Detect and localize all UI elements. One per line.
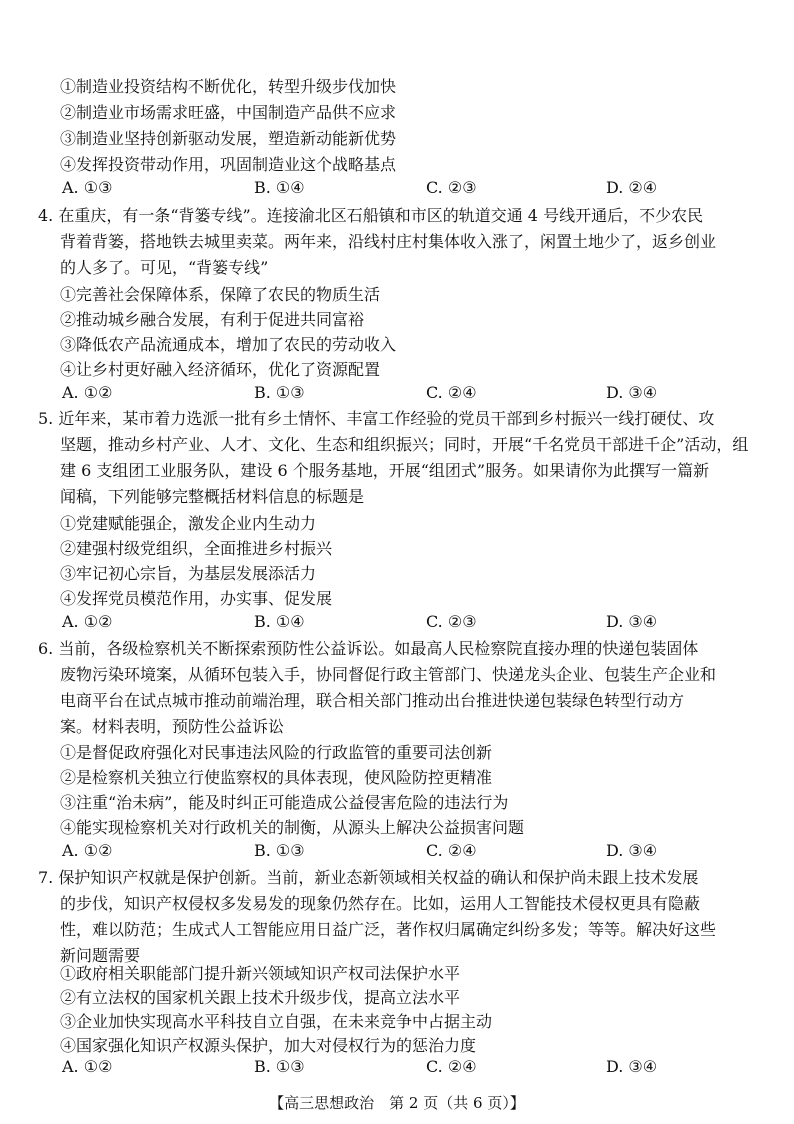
q6-stem-line-2: 废物污染环境案，从循环包装入手，协同督促行政主管部门、快递龙头企业、包装生产企业和 [60, 665, 717, 684]
q5-option-2: ②建强村级党组织，全面推进乡村振兴 [60, 539, 333, 558]
q5-stem-line-4: 闻稿，下列能够完整概括材料信息的标题是 [60, 487, 365, 506]
q5-choice-c: C. ②③ [426, 612, 477, 631]
page-footer: 【高三思想政治 第 2 页（共 6 页）】 [269, 1094, 525, 1112]
q6-option-3: ③注重“治未病”，能及时纠正可能造成公益侵害危险的违法行为 [60, 793, 509, 812]
q7-choice-b: B. ①③ [254, 1057, 305, 1076]
q7-choice-a: A. ①② [62, 1057, 113, 1076]
q6-stem-line-4: 案。材料表明，预防性公益诉讼 [60, 717, 285, 736]
q6-stem [38, 636, 768, 740]
q6-choice-b: B. ①③ [254, 841, 305, 860]
q3-choices [62, 178, 762, 200]
q7-choice-c: C. ②④ [426, 1057, 477, 1076]
q5-option-3: ③牢记初心宗旨，为基层发展添活力 [60, 564, 317, 583]
q3-option-3: ③制造业坚持创新驱动发展，塑造新动能新优势 [60, 129, 397, 148]
q4-stem-line-3: 的人多了。可见，“背篓专线” [60, 258, 269, 277]
q5-choices [62, 612, 762, 634]
q7-choices [62, 1057, 762, 1079]
q6-stem-line-1: 6. 当前，各级检察机关不断探索预防性公益诉讼。如最高人民检察院直接办理的快递包装固体 [38, 639, 699, 658]
q4-choice-a: A. ①② [62, 383, 113, 402]
q4-option-1: ①完善社会保障体系，保障了农民的物质生活 [60, 285, 381, 304]
q4-option-2: ②推动城乡融合发展，有利于促进共同富裕 [60, 310, 365, 329]
q6-choice-c: C. ②④ [426, 841, 477, 860]
q5-stem [38, 406, 768, 510]
q7-choice-d: D. ③④ [606, 1057, 658, 1076]
q7-option-1: ①政府相关职能部门提升新兴领域知识产权司法保护水平 [60, 964, 461, 983]
q4-option-4: ④让乡村更好融入经济循环，优化了资源配置 [60, 360, 381, 379]
q6-option-2: ②是检察机关独立行使监察权的具体表现，使风险防控更精准 [60, 768, 493, 787]
q3-choice-b: B. ①④ [254, 178, 305, 197]
q7-stem-line-1: 7. 保护知识产权就是保护创新。当前，新业态新领域相关权益的确认和保护尚未跟上技术发展 [38, 868, 699, 887]
q4-option-3: ③降低农产品流通成本，增加了农民的劳动收入 [60, 335, 397, 354]
q3-option-1: ①制造业投资结构不断优化，转型升级步伐加快 [60, 77, 397, 96]
q3-option-4: ④发挥投资带动作用，巩固制造业这个战略基点 [60, 155, 397, 174]
q3-choice-c: C. ②③ [426, 178, 477, 197]
q7-option-2: ②有立法权的国家机关跟上技术升级步伐，提高立法水平 [60, 988, 461, 1007]
q5-choice-b: B. ①④ [254, 612, 305, 631]
q6-option-1: ①是督促政府强化对民事违法风险的行政监管的重要司法创新 [60, 743, 493, 762]
q5-choice-a: A. ①② [62, 612, 113, 631]
q6-option-4: ④能实现检察机关对行政机关的制衡，从源头上解决公益损害问题 [60, 818, 525, 837]
q4-choice-d: D. ③④ [606, 383, 658, 402]
q5-option-1: ①党建赋能强企，激发企业内生动力 [60, 514, 317, 533]
q4-choices [62, 383, 762, 405]
q7-option-4: ④国家强化知识产权源头保护，加大对侵权行为的惩治力度 [60, 1036, 477, 1055]
q3-option-2: ②制造业市场需求旺盛，中国制造产品供不应求 [60, 103, 397, 122]
q4-stem-line-2: 背着背篓，搭地铁去城里卖菜。两年来，沿线村庄村集体收入涨了，闲置土地少了，返乡创业 [60, 232, 717, 251]
q4-stem [38, 203, 768, 281]
q7-option-3: ③企业加快实现高水平科技自立自强，在未来竞争中占据主动 [60, 1012, 493, 1031]
q6-stem-line-3: 电商平台在试点城市推动前端治理，联合相关部门推动出台推进快递包装绿色转型行动方 [60, 691, 685, 710]
q5-stem-line-1: 5. 近年来，某市着力选派一批有乡土情怀、丰富工作经验的党员干部到乡村振兴一线打硬仗、攻 [38, 409, 715, 428]
q5-option-4: ④发挥党员模范作用，办实事、促发展 [60, 589, 333, 608]
q7-stem-line-3: 性，难以防范；生成式人工智能应用日益广泛，著作权归属确定纠纷多发；等等。解决好这些 [60, 920, 717, 939]
q5-stem-line-3: 建 6 支组团工业服务队，建设 6 个服务基地，开展“组团式”服务。如果请你为此撰写一篇新 [60, 461, 710, 480]
q5-choice-d: D. ③④ [606, 612, 658, 631]
q3-choice-a: A. ①③ [62, 178, 113, 197]
q3-choice-d: D. ②④ [606, 178, 658, 197]
q4-choice-b: B. ①③ [254, 383, 305, 402]
q6-choice-d: D. ③④ [606, 841, 658, 860]
q5-stem-line-2: 坚题，推动乡村产业、人才、文化、生态和组织振兴；同时，开展“千名党员干部进千企”活动，组 [60, 435, 749, 454]
q6-choices [62, 841, 762, 863]
q6-choice-a: A. ①② [62, 841, 113, 860]
q7-stem-line-4: 新问题需要 [60, 946, 141, 965]
q4-choice-c: C. ②④ [426, 383, 477, 402]
q7-stem [38, 865, 768, 969]
q4-stem-line-1: 4. 在重庆，有一条“背篓专线”。连接渝北区石船镇和市区的轨道交通 4 号线开通后，不少农民 [38, 206, 704, 225]
q7-stem-line-2: 的步伐，知识产权侵权多发易发的现象仍然存在。比如，运用人工智能技术侵权更具有隐蔽 [60, 894, 701, 913]
